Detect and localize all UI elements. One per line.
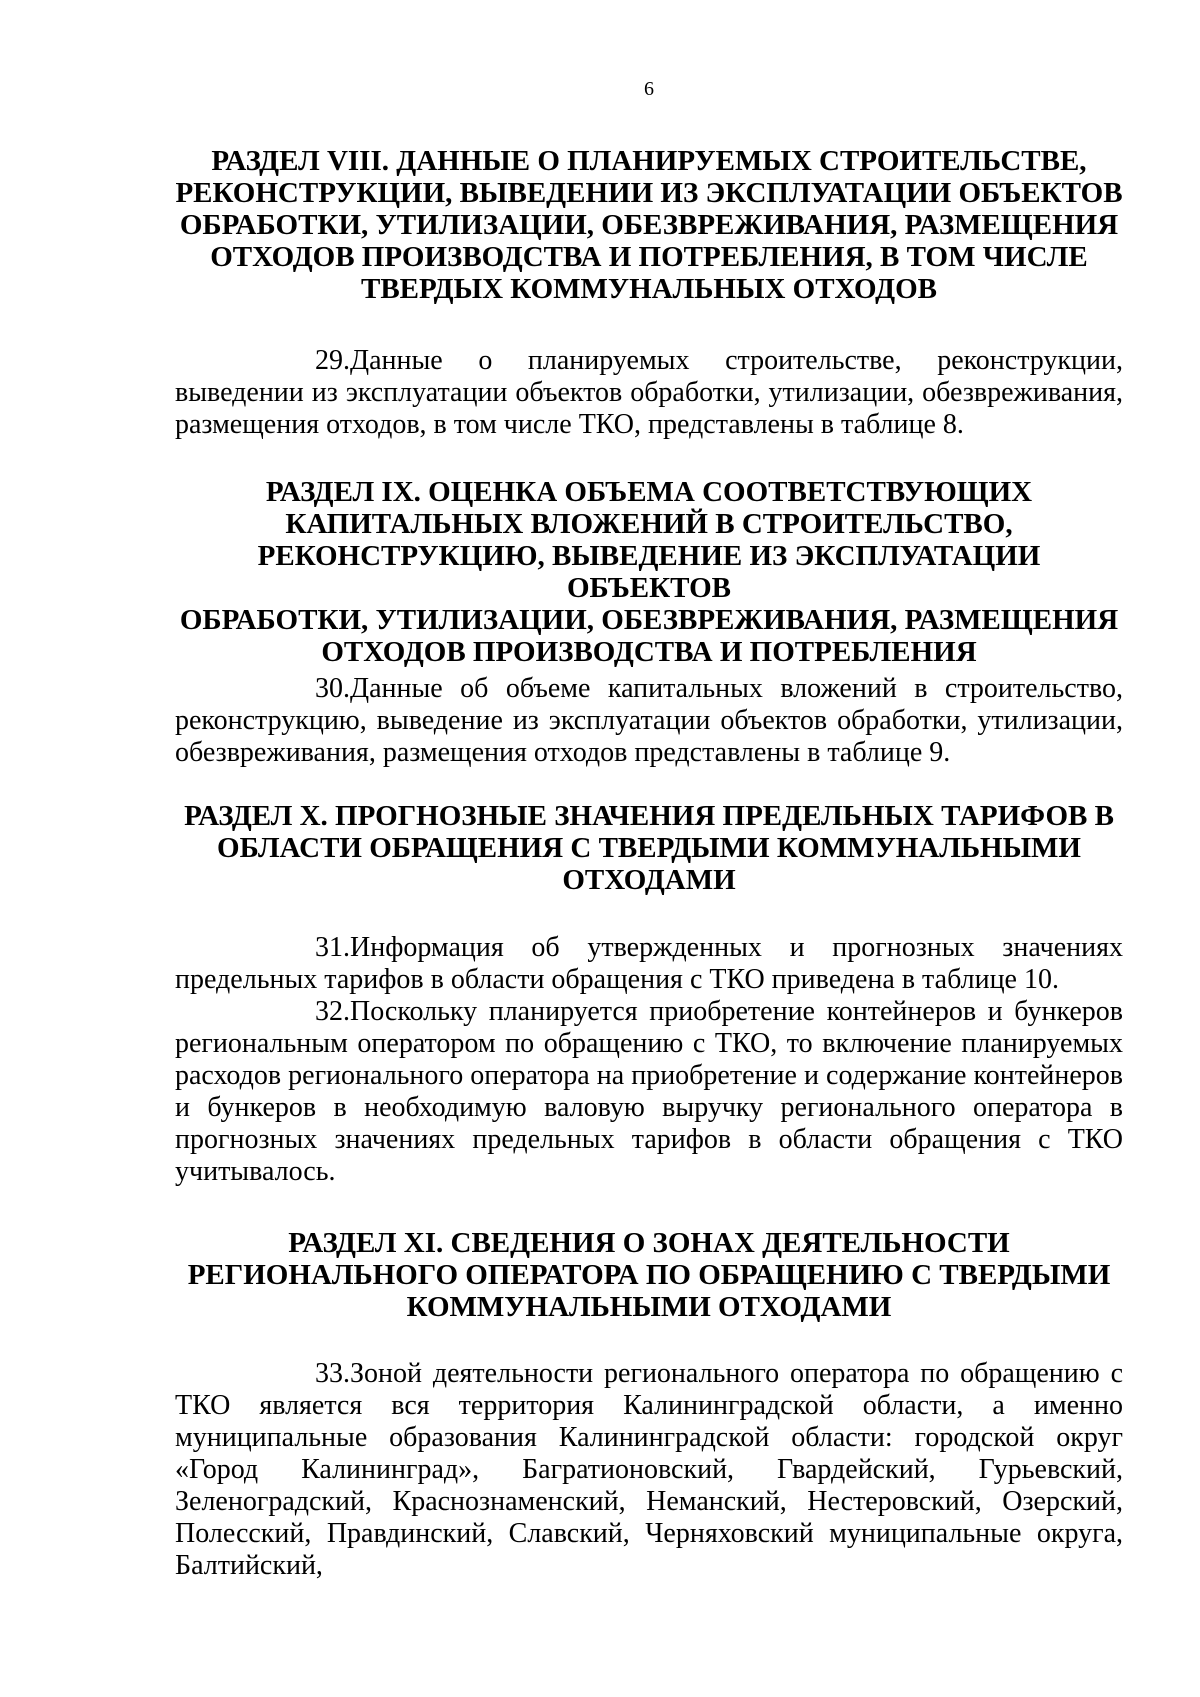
heading-line: РАЗДЕЛ IX. ОЦЕНКА ОБЪЕМА СООТВЕТСТВУЮЩИХ	[265, 476, 1033, 508]
section-11-heading	[175, 1227, 1123, 1323]
heading-line: РЕКОНСТРУКЦИИ, ВЫВЕДЕНИИ ИЗ ЭКСПЛУАТАЦИИ ОБЪЕКТОВ	[175, 177, 1123, 209]
document-page	[175, 0, 1123, 1697]
paragraph-number: 33.	[315, 1358, 350, 1389]
paragraph-number: 30.	[315, 673, 350, 704]
paragraph-text: Данные о планируемых строительстве, реконструкции, выведении из эксплуатации объектов обработки, утилизации, обезвреживания, размещения отходов, в том числе ТКО, представлены в таблице 8.	[175, 345, 1123, 440]
paragraph-29	[175, 345, 1123, 441]
heading-line: КОММУНАЛЬНЫМИ ОТХОДАМИ	[406, 1291, 892, 1323]
heading-line: ОБРАБОТКИ, УТИЛИЗАЦИИ, ОБЕЗВРЕЖИВАНИЯ, РАЗМЕЩЕНИЯ	[179, 604, 1119, 636]
paragraph-number: 32.	[315, 996, 350, 1027]
heading-line: РАЗДЕЛ VIII. ДАННЫЕ О ПЛАНИРУЕМЫХ СТРОИТЕЛЬСТВЕ,	[211, 145, 1087, 177]
heading-line: ОБРАБОТКИ, УТИЛИЗАЦИИ, ОБЕЗВРЕЖИВАНИЯ, РАЗМЕЩЕНИЯ	[179, 209, 1119, 241]
paragraph-text: Зоной деятельности регионального оператора по обращению с ТКО является вся территория Калининградской области, а именно муниципальные образования Калининградской области: городской округ «Город Калининград», Багратионовский, Гвардейский, Гурьевский, Зеленоградский, Краснознаменский, Неманский, Нестеровский, Озерский, Полесский, Правдинский, Славский, Черняховский муниципальные округа, Балтийский,	[175, 1358, 1123, 1581]
paragraph-30	[175, 673, 1123, 769]
paragraph-text: Информация об утвержденных и прогнозных значениях предельных тарифов в области обращения с ТКО приведена в таблице 10.	[175, 932, 1123, 995]
heading-line: ТВЕРДЫХ КОММУНАЛЬНЫХ ОТХОДОВ	[361, 273, 937, 305]
heading-line: КАПИТАЛЬНЫХ ВЛОЖЕНИЙ В СТРОИТЕЛЬСТВО,	[285, 508, 1013, 540]
heading-line: ОТХОДАМИ	[562, 864, 736, 896]
section-8-heading	[175, 145, 1123, 305]
heading-line: РЕГИОНАЛЬНОГО ОПЕРАТОРА ПО ОБРАЩЕНИЮ С ТВЕРДЫМИ	[187, 1259, 1111, 1291]
heading-line: РАЗДЕЛ XI. СВЕДЕНИЯ О ЗОНАХ ДЕЯТЕЛЬНОСТИ	[288, 1227, 1010, 1259]
paragraph-31	[175, 932, 1123, 996]
heading-line: РАЗДЕЛ X. ПРОГНОЗНЫЕ ЗНАЧЕНИЯ ПРЕДЕЛЬНЫХ ТАРИФОВ В	[184, 800, 1114, 832]
heading-line: ОБЛАСТИ ОБРАЩЕНИЯ С ТВЕРДЫМИ КОММУНАЛЬНЫМИ	[217, 832, 1081, 864]
section-9-heading	[175, 476, 1123, 668]
paragraph-32	[175, 996, 1123, 1188]
paragraph-number: 31.	[315, 932, 350, 963]
heading-line: ОТХОДОВ ПРОИЗВОДСТВА И ПОТРЕБЛЕНИЯ, В ТОМ ЧИСЛЕ	[210, 241, 1088, 273]
paragraph-33	[175, 1358, 1123, 1582]
heading-line: ОТХОДОВ ПРОИЗВОДСТВА И ПОТРЕБЛЕНИЯ	[321, 636, 977, 668]
paragraph-text: Данные об объеме капитальных вложений в строительство, реконструкцию, выведение из эксплуатации объектов обработки, утилизации, обезвреживания, размещения отходов представлены в таблице 9.	[175, 673, 1123, 768]
paragraph-text: Поскольку планируется приобретение контейнеров и бункеров региональным оператором по обращению с ТКО, то включение планируемых расходов регионального оператора на приобретение и содержание контейнеров и бункеров в необходимую валовую выручку регионального оператора в прогнозных значениях предельных тарифов в области обращения с ТКО учитывалось.	[175, 996, 1123, 1187]
paragraph-number: 29.	[315, 345, 350, 376]
heading-line: РЕКОНСТРУКЦИЮ, ВЫВЕДЕНИЕ ИЗ ЭКСПЛУАТАЦИИ ОБЪЕКТОВ	[257, 540, 1041, 604]
section-10-heading	[175, 800, 1123, 896]
page-number: 6	[644, 78, 654, 100]
